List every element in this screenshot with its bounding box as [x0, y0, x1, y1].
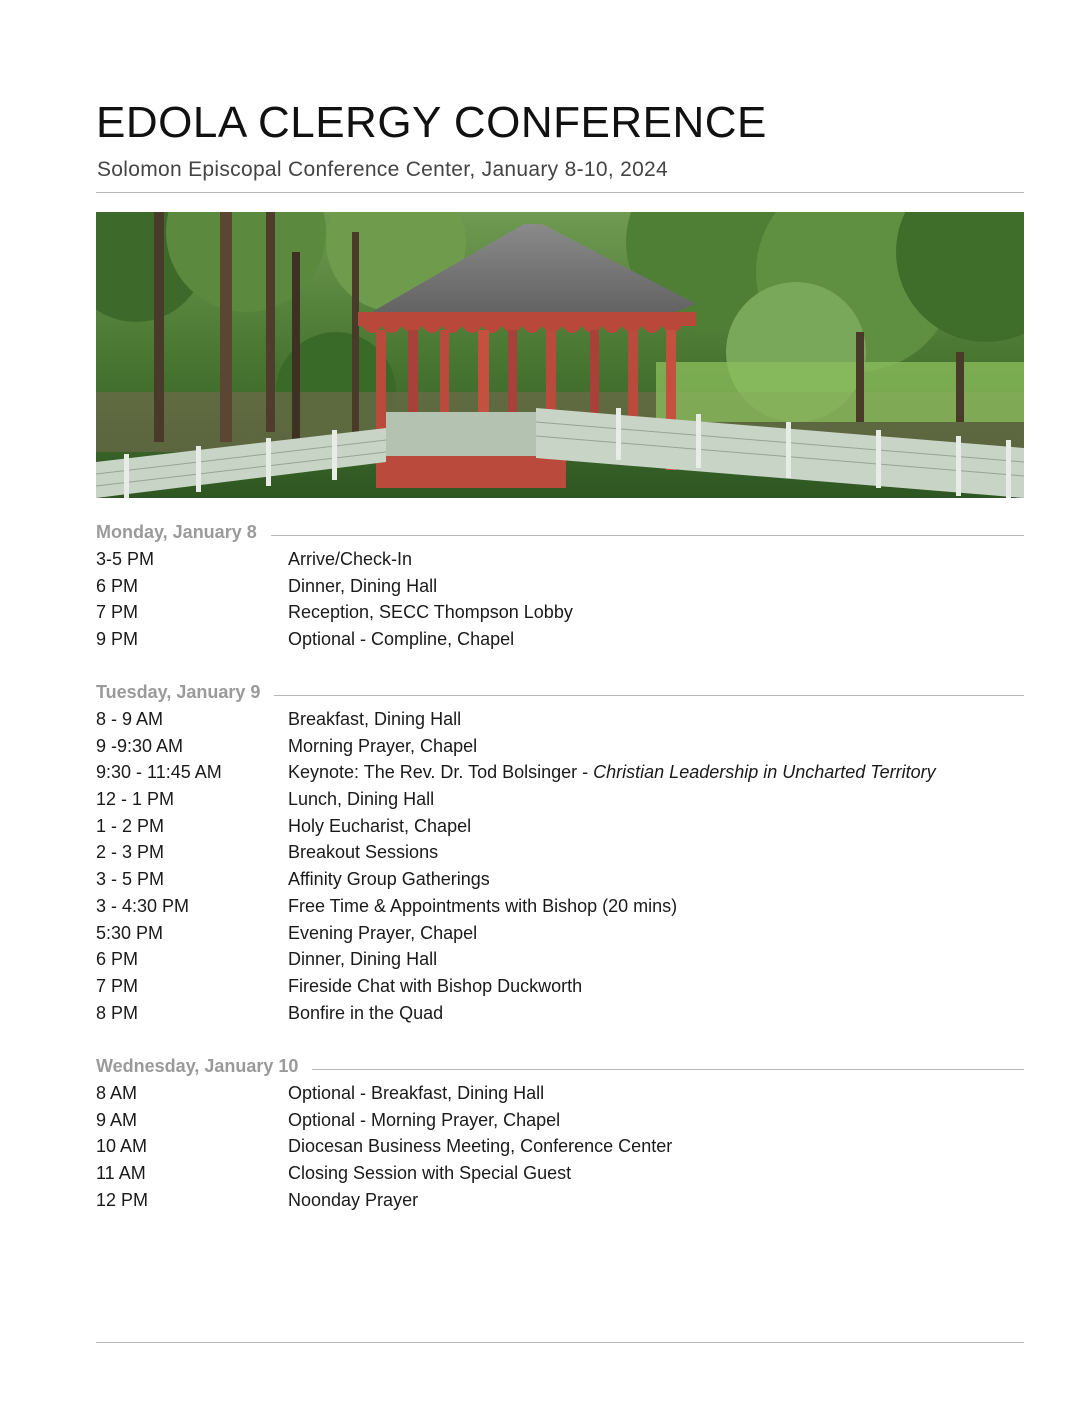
schedule-event: Dinner, Dining Hall [288, 575, 438, 596]
schedule-time: 9:30 - 11:45 AM [96, 762, 222, 783]
schedule-time: 11 AM [96, 1163, 146, 1184]
header-divider [96, 192, 1024, 193]
schedule-time: 8 AM [96, 1083, 138, 1103]
schedule-row [96, 1187, 1024, 1214]
schedule-time: 8 PM [96, 1002, 139, 1023]
schedule-event: Breakout Sessions [288, 842, 439, 863]
page-title: EDOLA CLERGY CONFERENCE [96, 98, 767, 147]
schedule-row [96, 733, 1024, 760]
day-title: Monday, January 8 [96, 522, 271, 543]
schedule-row [96, 920, 1024, 947]
schedule-row [96, 1160, 1024, 1187]
schedule-row [96, 946, 1024, 973]
schedule-row [96, 546, 1024, 573]
day-header [96, 682, 1024, 706]
schedule-event: Dinner, Dining Hall [288, 949, 438, 970]
schedule-time: 1 - 2 PM [96, 815, 165, 836]
schedule-row [96, 1107, 1024, 1134]
schedule-event: Noonday Prayer [288, 1189, 419, 1210]
schedule-time: 6 PM [96, 575, 139, 596]
schedule-time: 12 - 1 PM [96, 789, 175, 810]
schedule-time: 6 PM [96, 949, 139, 970]
schedule-time: 3-5 PM [96, 549, 155, 569]
schedule-event: Diocesan Business Meeting, Conference Center [288, 1136, 673, 1157]
day-section-monday [96, 522, 1024, 653]
footer-divider [96, 1342, 1024, 1343]
page-subtitle: Solomon Episcopal Conference Center, January 8-10, 2024 [97, 158, 669, 181]
schedule-event: Fireside Chat with Bishop Duckworth [288, 975, 583, 996]
schedule-time: 8 - 9 AM [96, 709, 164, 729]
schedule-row [96, 759, 1024, 786]
schedule-time: 7 PM [96, 975, 139, 996]
keynote-text: Keynote: The Rev. Dr. Tod Bolsinger - [288, 762, 594, 783]
schedule-row [96, 893, 1024, 920]
schedule-row [96, 706, 1024, 733]
schedule-event: Arrive/Check-In [288, 549, 413, 569]
day-title: Wednesday, January 10 [96, 1056, 312, 1077]
keynote-title: Christian Leadership in Uncharted Territory [593, 762, 936, 783]
day-header [96, 1056, 1024, 1080]
schedule-event: Evening Prayer, Chapel [288, 922, 478, 943]
schedule-event: Free Time & Appointments with Bishop (20 mins) [288, 895, 678, 916]
schedule-row [96, 573, 1024, 600]
day-section-tuesday [96, 682, 1024, 1026]
schedule-event [288, 762, 936, 783]
schedule-time: 3 - 4:30 PM [96, 895, 190, 916]
schedule-event: Optional - Breakfast, Dining Hall [288, 1083, 545, 1103]
schedule-row [96, 813, 1024, 840]
gazebo-photo [96, 212, 1024, 498]
schedule-time: 3 - 5 PM [96, 869, 165, 890]
schedule-row [96, 1080, 1024, 1107]
day-title: Tuesday, January 9 [96, 682, 274, 703]
schedule-event: Optional - Morning Prayer, Chapel [288, 1109, 561, 1130]
schedule-time: 7 PM [96, 602, 139, 623]
schedule-event: Closing Session with Special Guest [288, 1163, 572, 1184]
schedule-row [96, 599, 1024, 626]
schedule-event: Morning Prayer, Chapel [288, 735, 478, 756]
schedule-row [96, 1000, 1024, 1027]
schedule-time: 9 -9:30 AM [96, 735, 184, 756]
schedule-row [96, 626, 1024, 653]
schedule-time: 12 PM [96, 1189, 149, 1210]
schedule-row [96, 839, 1024, 866]
schedule-row [96, 786, 1024, 813]
day-section-wednesday [96, 1056, 1024, 1213]
schedule-time: 9 PM [96, 629, 139, 650]
schedule-event: Bonfire in the Quad [288, 1002, 444, 1023]
schedule-row [96, 866, 1024, 893]
schedule-event: Optional - Compline, Chapel [288, 629, 515, 650]
schedule-time: 9 AM [96, 1109, 138, 1130]
schedule-event: Lunch, Dining Hall [288, 789, 435, 810]
schedule-row [96, 973, 1024, 1000]
schedule-event: Affinity Group Gatherings [288, 869, 490, 890]
schedule-event: Reception, SECC Thompson Lobby [288, 602, 573, 623]
schedule-row [96, 1133, 1024, 1160]
schedule-event: Breakfast, Dining Hall [288, 709, 462, 729]
schedule-time: 10 AM [96, 1136, 148, 1157]
schedule-event: Holy Eucharist, Chapel [288, 815, 472, 836]
schedule-time: 2 - 3 PM [96, 842, 165, 863]
day-header [96, 522, 1024, 546]
schedule-time: 5:30 PM [96, 922, 164, 943]
